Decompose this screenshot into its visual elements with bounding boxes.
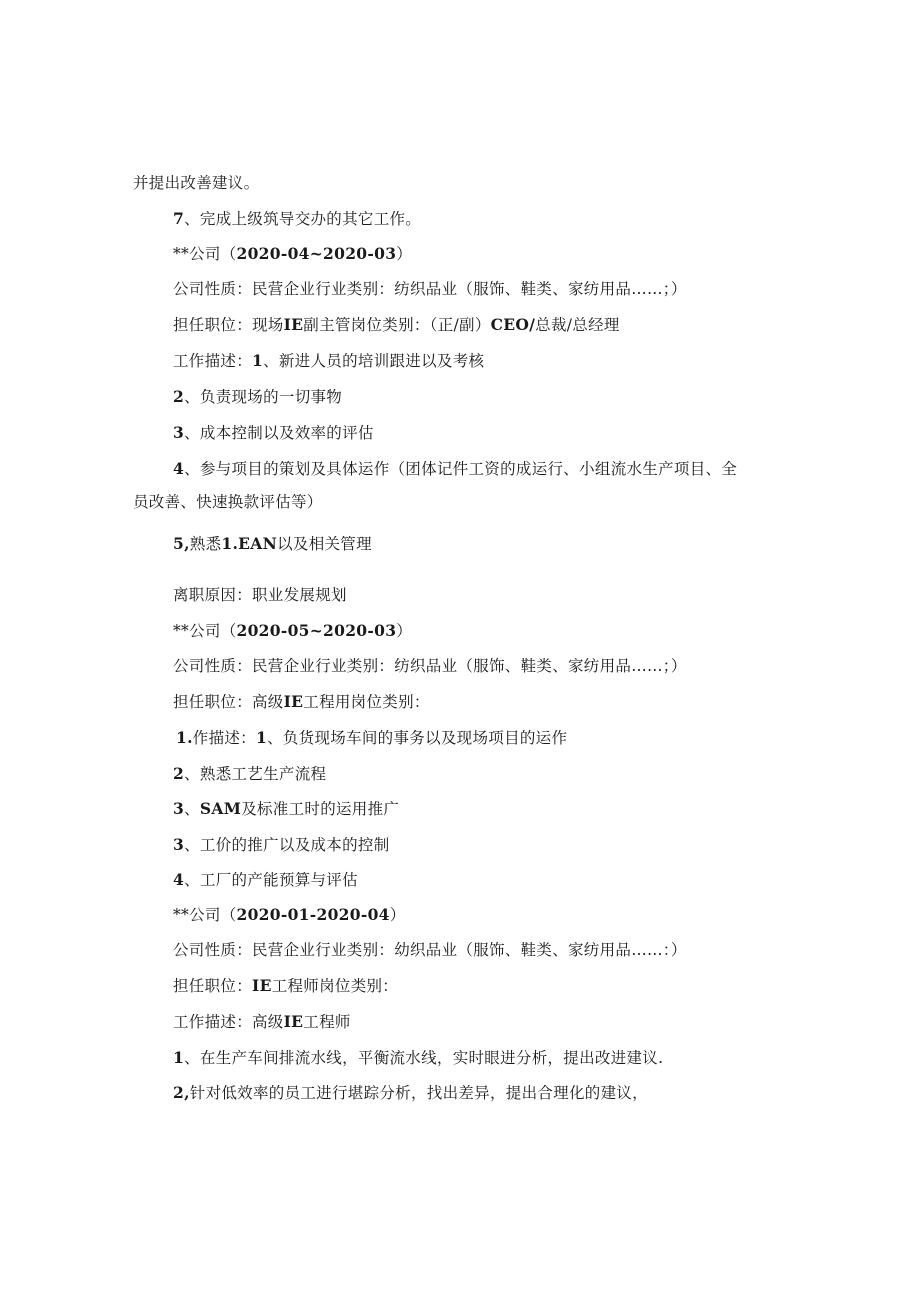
date-range: 2020-01-2020-04	[236, 905, 390, 924]
text-line	[173, 799, 399, 819]
text-line	[176, 728, 567, 748]
text: 、负货现场车间的事务以及现场项目的运作	[267, 729, 568, 747]
list-number: 4	[173, 459, 185, 478]
list-number: 1	[255, 728, 268, 747]
text-line	[173, 459, 737, 479]
text: 、参与项目的策划及具体运作（团体记件工资的成运行、小组流水生产项目、全	[184, 460, 738, 478]
text: 作描述：	[192, 729, 256, 747]
text: 公司性质：民营企业行业类别：纺织品业（服饰、鞋类、家纺用品……；）	[173, 657, 687, 675]
company-heading	[173, 244, 412, 264]
text-line	[173, 1083, 648, 1103]
text: ）	[396, 622, 413, 640]
text: 副主管岗位类别：（正/副）	[303, 316, 491, 334]
text: 、新进人员的培训跟进以及考核	[263, 352, 485, 370]
text: 工作描述：	[173, 352, 253, 370]
date-range: 2020-04~2020-03	[236, 244, 397, 263]
text-bold: IE	[283, 315, 304, 334]
text: 、在生产车间排流水线，平衡流水线，实时眼进分析，提出改进建议.	[184, 1049, 664, 1067]
text: 、负责现场的一切事物	[184, 388, 343, 406]
text: 公司性质：民营企业行业类别：幼织品业（服饰、鞋类、家纺用品……：）	[173, 941, 687, 959]
text: 担任职位：现场	[173, 316, 284, 334]
text: 、	[184, 800, 200, 818]
text: 、完成上级筑导交办的其它工作。	[184, 210, 422, 228]
list-number: 5,	[173, 534, 190, 553]
list-number: 3	[173, 423, 185, 442]
text: 并提出改善建议。	[133, 174, 260, 192]
date-range: 2020-05~2020-03	[236, 621, 397, 640]
text-line	[173, 534, 372, 554]
text: 工程师岗位类别：	[271, 977, 399, 995]
text-line	[133, 492, 323, 512]
text-line	[173, 387, 342, 407]
text-bold: SAM	[199, 799, 242, 818]
list-number: 2	[173, 387, 185, 406]
text: **公司（	[173, 906, 237, 924]
text: 工程用岗位类别：	[303, 693, 430, 711]
text-bold: CEO/	[490, 315, 536, 334]
text: 及标准工时的运用推广	[241, 800, 400, 818]
text: 担任职位：高级	[173, 693, 284, 711]
text: 工程师	[303, 1013, 351, 1031]
text-line	[173, 1048, 663, 1068]
text-line	[173, 940, 687, 960]
text-line	[173, 656, 687, 676]
text-line	[173, 351, 484, 371]
text: 以及相关管理	[277, 535, 372, 553]
text-line	[173, 423, 374, 443]
list-number: 3	[173, 799, 185, 818]
list-number: 4	[173, 870, 185, 889]
text-line	[173, 692, 430, 712]
company-heading	[173, 621, 412, 641]
text-line	[133, 173, 259, 193]
text: ）	[396, 245, 413, 263]
text: 工作描述：高级	[173, 1013, 284, 1031]
list-number: 2,	[173, 1083, 190, 1102]
text-line	[173, 764, 326, 784]
text: 、熟悉工艺生产流程	[184, 765, 327, 783]
text: 担任职位：	[173, 977, 253, 995]
text: 、成本控制以及效率的评估	[184, 424, 374, 442]
text-bold: IE	[283, 1012, 304, 1031]
text-bold: IE	[283, 692, 304, 711]
text: **公司（	[173, 622, 237, 640]
text: 员改善、快速换款评估等）	[133, 493, 323, 511]
text: 针对低效率的员工进行堪踪分析，找出差异，提出合理化的建议，	[189, 1084, 648, 1102]
list-number: 3	[173, 835, 185, 854]
text-line	[173, 315, 620, 335]
text: 离职原因：职业发展规划	[173, 586, 347, 604]
list-number: 7	[173, 209, 185, 228]
text: **公司（	[173, 245, 237, 263]
list-number: 1	[252, 351, 264, 370]
list-number: 2	[173, 764, 185, 783]
text-bold: 1.EAN	[221, 534, 278, 553]
text-line	[173, 585, 347, 605]
text-line	[173, 209, 421, 229]
text-line	[173, 835, 390, 855]
text-line	[173, 870, 358, 890]
text: 总裁/总经理	[535, 316, 620, 334]
list-number: 1	[173, 1048, 185, 1067]
text: 、工价的推广以及成本的控制	[184, 836, 390, 854]
text: 熟悉	[189, 535, 222, 553]
text: ）	[389, 906, 406, 924]
text-line	[173, 976, 398, 996]
list-number: 1.	[176, 728, 193, 747]
text-bold: IE	[252, 976, 272, 995]
text: 公司性质：民营企业行业类别：纺织品业（服饰、鞋类、家纺用品……；）	[173, 280, 687, 298]
text-line	[173, 1012, 351, 1032]
text: 、工厂的产能预算与评估	[184, 871, 358, 889]
company-heading	[173, 905, 406, 925]
text-line	[173, 279, 687, 299]
